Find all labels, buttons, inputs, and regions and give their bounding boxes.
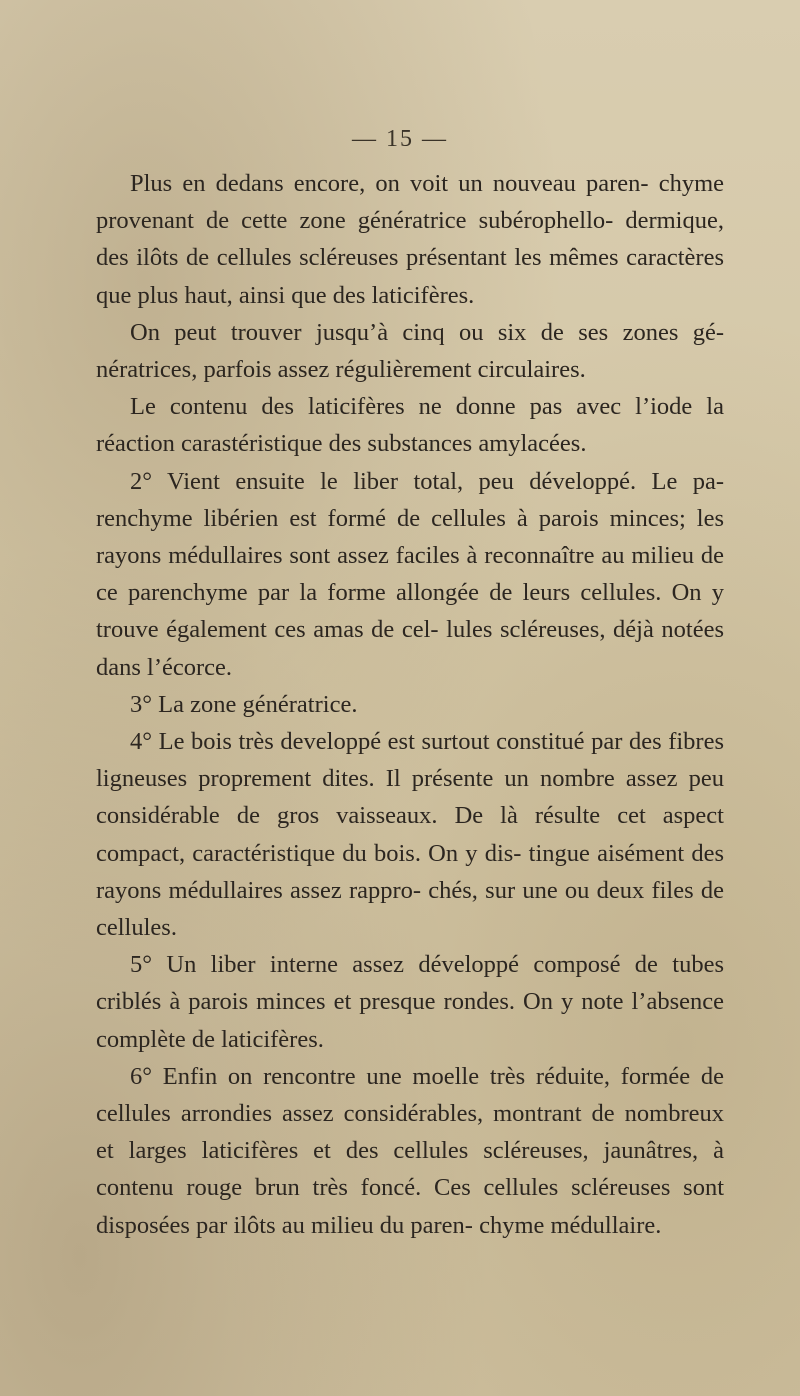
page-number: — 15 — — [352, 126, 448, 152]
paragraph-3: Le contenu des laticifères ne donne pas avec l’iode la réaction carastéristique des substances amylacées. — [96, 393, 724, 458]
paragraph-1: Plus en dedans encore, on voit un nouveau paren- chyme provenant de cette zone génératrice subérophello- dermique, des ilôts de cellules scléreuses présentant les mêmes caractères que plus haut, ainsi que des laticifères. — [96, 170, 724, 309]
paragraph-4: 2° Vient ensuite le liber total, peu développé. Le pa- renchyme libérien est formé de cellules à parois minces; les rayons médullaires sont assez faciles à reconnaître au milieu de ce parenchyme par la forme allongée de leurs cellules. On y trouve également ces amas de cel- lules scléreuses, déjà notées dans l’écorce. — [96, 467, 724, 681]
paragraph-6: 4° Le bois très developpé est surtout constitué par des fibres ligneuses proprement dites. Il présente un nombre assez peu considérable de gros vaisseaux. De là résulte cet aspect compact, caractéristique du bois. On y dis- tingue aisément des rayons médullaires assez rappro- chés, sur une ou deux files de cellules. — [96, 728, 724, 942]
paragraph-2: On peut trouver jusqu’à cinq ou six de ses zones gé- nératrices, parfois assez régulièrement circulaires. — [96, 318, 724, 384]
paragraph-8: 6° Enfin on rencontre une moelle très réduite, formée de cellules arrondies assez considérables, montrant de nombreux et larges laticifères et des cellules scléreuses, jaunâtres, à contenu rouge brun très foncé. Ces cellules scléreuses sont disposées par ilôts au milieu du paren- chyme médullaire. — [96, 1062, 724, 1239]
paragraph-7: 5° Un liber interne assez développé composé de tubes criblés à parois minces et presque rondes. On y note l’absence complète de laticifères. — [96, 951, 724, 1053]
paragraph-5: 3° La zone génératrice. — [130, 690, 358, 718]
body-text — [96, 165, 724, 1244]
